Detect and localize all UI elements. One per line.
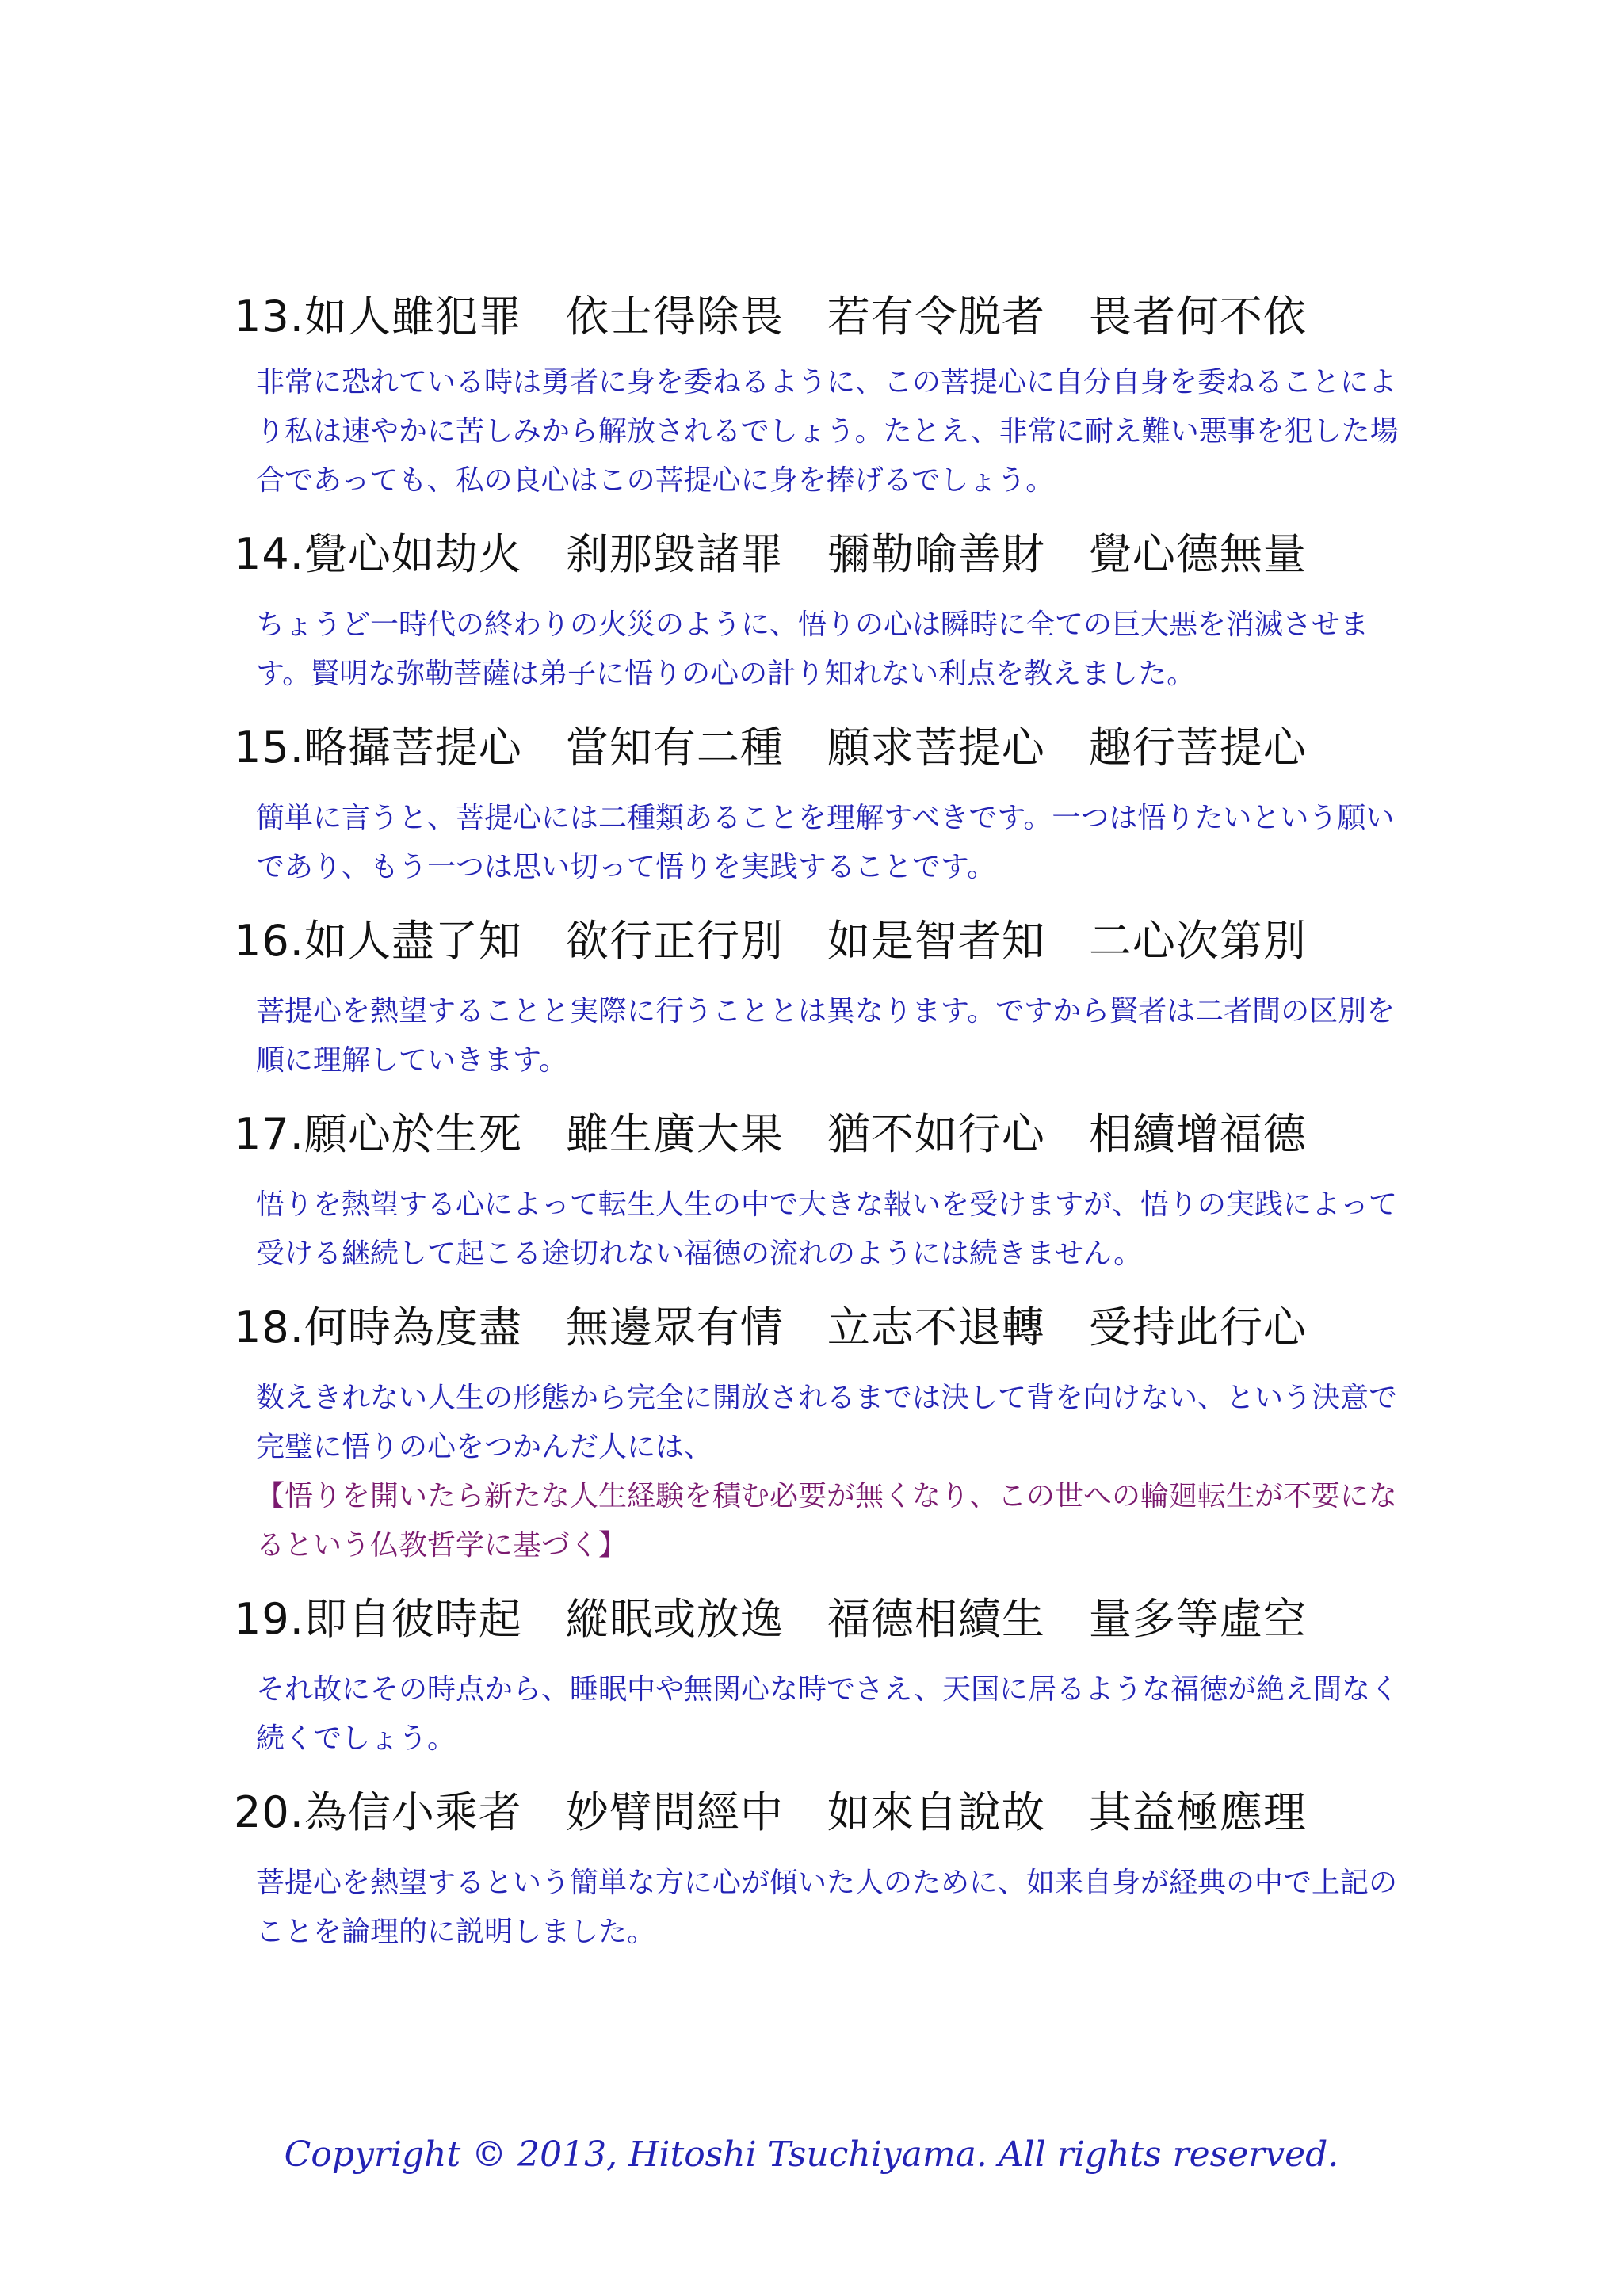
verse-13-title: 13.如人雖犯罪 依士得除畏 若有令脱者 畏者何不依 — [234, 292, 1307, 341]
verse-18-title: 18.何時為度盡 無邊眾有情 立志不退轉 受持此行心 — [234, 1302, 1307, 1352]
verse-19-title: 19.即自彼時起 縱眠或放逸 福德相續生 量多等虛空 — [234, 1594, 1307, 1644]
verse-16 — [234, 910, 1407, 1085]
verse-13-translation: 非常に恐れている時は勇者に身を委ねるように、この菩提心に自分自身を委ねることにより私は速やかに苦しみから解放されるでしょう。たとえ、非常に耐え難い悪事を犯した場合であっても、私の良心はこの菩提心に身を捧げるでしょう。 — [256, 366, 1399, 497]
verse-17-title: 17.願心於生死 雖生廣大果 猶不如行心 相續增福德 — [234, 1109, 1307, 1159]
verse-19-translation: それ故にその時点から、睡眠中や無関心な時でさえ、天国に居るような福徳が絶え間なく続くでしょう。 — [256, 1673, 1400, 1755]
verse-15-title: 15.略攝菩提心 當知有二種 願求菩提心 趣行菩提心 — [234, 723, 1307, 772]
verse-19 — [234, 1588, 1407, 1764]
copyright-notice: Copyright © 2013, Hitoshi Tsuchiyama. All rights reserved. — [284, 2134, 1339, 2175]
verse-16-title: 16.如人盡了知 欲行正行別 如是智者知 二心次第別 — [234, 916, 1307, 966]
verse-14-title: 14.覺心如劫火 刹那毀諸罪 彌勒喻善財 覺心德無量 — [234, 529, 1307, 579]
verse-16-translation: 菩提心を熱望することと実際に行うこととは異なります。ですから賢者は二者間の区別を順に理解していきます。 — [256, 995, 1396, 1077]
verse-17 — [234, 1103, 1407, 1279]
verse-18 — [234, 1296, 1407, 1570]
verse-18-note: 【悟りを開いたら新たな人生経験を積む必要が無くなり、この世への輪廻転生が不要になるという仏教哲学に基づく】 — [256, 1480, 1398, 1562]
verse-15-translation: 簡単に言うと、菩提心には二種類あることを理解すべきです。一つは悟りたいという願いであり、もう一つは思い切って悟りを実践することです。 — [256, 802, 1395, 883]
verse-17-translation: 悟りを熱望する心によって転生人生の中で大きな報いを受けますが、悟りの実践によって受ける継続して起こる途切れない福徳の流れのようには続きません。 — [256, 1188, 1398, 1270]
verse-15 — [234, 716, 1407, 892]
verse-14-translation: ちょうど一時代の終わりの火災のように、悟りの心は瞬時に全ての巨大悪を消滅させます。賢明な弥勒菩薩は弟子に悟りの心の計り知れない利点を教えました。 — [256, 608, 1369, 690]
verse-13 — [234, 285, 1407, 505]
verse-list — [234, 285, 1407, 1957]
verse-18-translation: 数えきれない人生の形態から完全に開放されるまでは決して背を向けない、という決意で完璧に悟りの心をつかんだ人には、 — [256, 1382, 1398, 1463]
verse-14 — [234, 523, 1407, 699]
verse-20-translation: 菩提心を熱望するという簡単な方に心が傾いた人のために、如来自身が経典の中で上記のことを論理的に説明しました。 — [256, 1867, 1398, 1948]
verse-20 — [234, 1781, 1407, 1957]
verse-20-title: 20.為信小乘者 妙臂問經中 如來自說故 其益極應理 — [234, 1787, 1307, 1837]
